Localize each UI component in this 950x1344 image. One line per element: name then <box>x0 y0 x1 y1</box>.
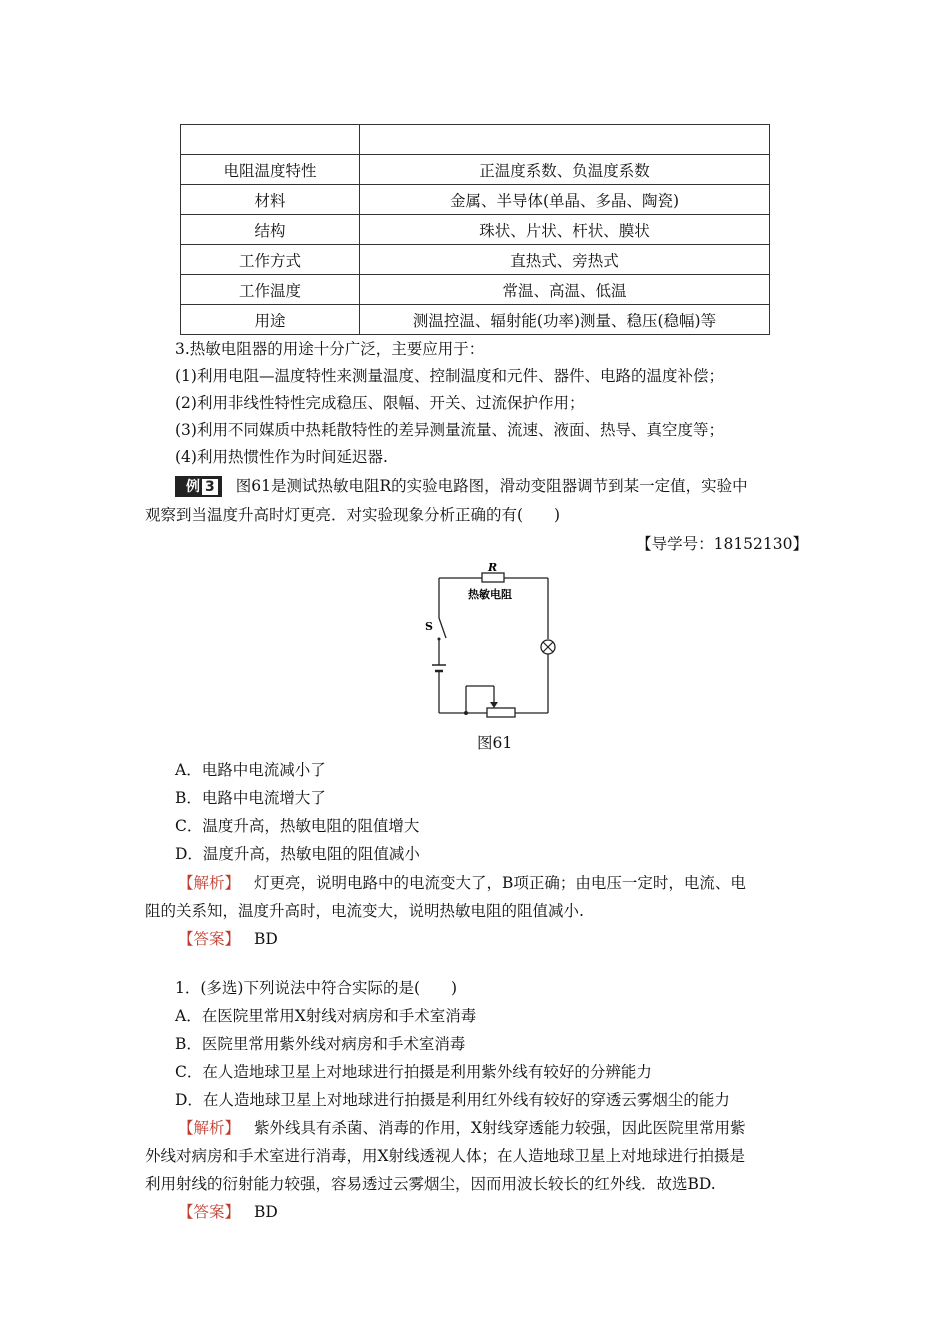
table-cell: 直热式、旁热式 <box>360 245 770 275</box>
table-cell: 工作温度 <box>181 275 360 305</box>
table-cell: 常温、高温、低温 <box>360 275 770 305</box>
q1-option-c: C．在人造地球卫星上对地球进行拍摄是利用紫外线有较好的分辨能力 <box>175 1063 652 1081</box>
q1-option-b: B．医院里常用紫外线对病房和手术室消毒 <box>175 1035 466 1053</box>
table-cell: 结构 <box>181 215 360 245</box>
table-row <box>181 275 770 305</box>
analysis-text: 灯更亮，说明电路中的电流变大了，B项正确；由电压一定时，电流、电 <box>254 874 746 892</box>
thermistor-label: R <box>488 561 498 574</box>
figure-caption: 图61 <box>477 734 513 752</box>
table-cell <box>181 125 360 155</box>
guide-number: 【导学号：18152130】 <box>636 535 808 553</box>
answer-line <box>178 927 278 949</box>
switch-icon <box>439 618 446 638</box>
section3-item: (3)利用不同媒质中热耗散特性的差异测量流量、流速、液面、热导、真空度等； <box>175 421 724 439</box>
table-cell <box>360 125 770 155</box>
section3-item: (4)利用热惯性作为时间延迟器. <box>175 448 388 466</box>
badge-bar-icon <box>179 476 182 494</box>
table-cell: 测温控温、辐射能(功率)测量、稳压(稳幅)等 <box>360 305 770 335</box>
example-line-1 <box>175 474 748 497</box>
q1-option-d: D．在人造地球卫星上对地球进行拍摄是利用红外线有较好的穿透云雾烟尘的能力 <box>175 1091 730 1109</box>
answer-value: BD <box>254 930 278 948</box>
table-row <box>181 215 770 245</box>
q1-option-a: A．在医院里常用X射线对病房和手术室消毒 <box>175 1007 477 1025</box>
example-text: 图61是测试热敏电阻R的实验电路图，滑动变阻器调节到某一定值，实验中 <box>235 477 748 495</box>
analysis-line-2: 阻的关系知，温度升高时，电流变大，说明热敏电阻的阻值减小. <box>145 902 584 920</box>
section3-item: (2)利用非线性特性完成稳压、限幅、开关、过流保护作用； <box>175 394 585 412</box>
table-cell: 用途 <box>181 305 360 335</box>
table-row <box>181 155 770 185</box>
q1-answer-tag: 【答案】 <box>178 1203 241 1221</box>
q1-answer-line <box>178 1200 278 1222</box>
question-stem: 1．(多选)下列说法中符合实际的是( ) <box>175 979 458 997</box>
option-a: A．电路中电流减小了 <box>175 761 326 779</box>
switch-label: S <box>425 620 433 633</box>
q1-answer-value: BD <box>254 1203 278 1221</box>
table-cell: 金属、半导体(单晶、多晶、陶瓷) <box>360 185 770 215</box>
q1-analysis-tag: 【解析】 <box>178 1119 241 1137</box>
table-row <box>181 185 770 215</box>
table-row <box>181 305 770 335</box>
table-cell: 材料 <box>181 185 360 215</box>
slider-arrow-icon <box>490 702 498 708</box>
table-cell: 电阻温度特性 <box>181 155 360 185</box>
q1-analysis-line-3: 利用射线的衍射能力较强，容易透过云雾烟尘，因而用波长较长的红外线．故选BD. <box>145 1175 716 1193</box>
example-text-line-2: 观察到当温度升高时灯更亮．对实验现象分析正确的有( ) <box>145 506 561 524</box>
thermistor-icon <box>482 573 504 582</box>
analysis-line-1 <box>178 871 746 893</box>
section3-intro: 3.热敏电阻器的用途十分广泛，主要应用于： <box>175 340 485 358</box>
option-d: D．温度升高，热敏电阻的阻值减小 <box>175 845 420 863</box>
answer-tag: 【答案】 <box>178 930 241 948</box>
q1-analysis-line-1 <box>178 1116 746 1138</box>
section3-item: (1)利用电阻—温度特性来测量温度、控制温度和元件、器件、电路的温度补偿； <box>175 367 724 385</box>
table-cell: 正温度系数、负温度系数 <box>360 155 770 185</box>
q1-analysis-text: 紫外线具有杀菌、消毒的作用，X射线穿透能力较强，因此医院里常用紫 <box>254 1119 746 1137</box>
example-badge: 例 3 <box>175 476 222 497</box>
analysis-tag: 【解析】 <box>178 874 241 892</box>
option-c: C．温度升高，热敏电阻的阻值增大 <box>175 817 420 835</box>
circuit-diagram <box>420 560 570 725</box>
q1-analysis-line-2: 外线对病房和手术室进行消毒，用X射线透视人体；在人造地球卫星上对地球进行拍摄是 <box>145 1147 746 1165</box>
table-row <box>181 245 770 275</box>
option-b: B．电路中电流增大了 <box>175 789 326 807</box>
table-cell: 珠状、片状、杆状、膜状 <box>360 215 770 245</box>
table-cell: 工作方式 <box>181 245 360 275</box>
thermistor-name: 热敏电阻 <box>468 588 512 601</box>
table-header-row <box>181 125 770 155</box>
properties-table <box>180 124 770 335</box>
rheostat-icon <box>487 708 515 717</box>
